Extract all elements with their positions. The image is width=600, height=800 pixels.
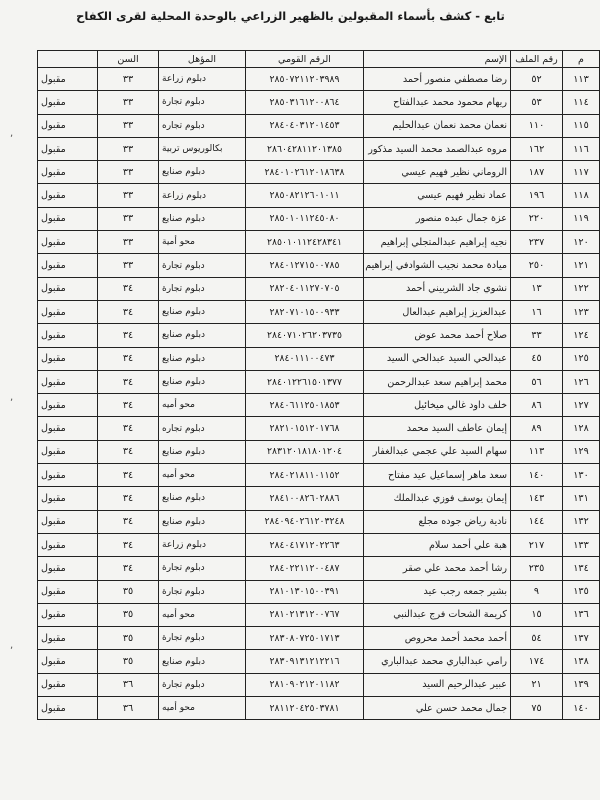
cell-file-number: ٢٥٠: [511, 254, 563, 277]
cell-name: خلف داود غالي ميخائيل: [364, 394, 511, 417]
margin-tick-mark: ,: [10, 640, 14, 651]
cell-name: عبير عبدالرحيم السيد: [364, 673, 511, 696]
cell-age: ٣٤: [98, 324, 159, 347]
cell-qualification: دبلوم صنايع: [159, 510, 246, 533]
cell-name: رامي عبدالباري محمد عبدالباري: [364, 650, 511, 673]
cell-qualification: دبلوم تجارة: [159, 673, 246, 696]
cell-age: ٣٣: [98, 114, 159, 137]
cell-age: ٣٤: [98, 533, 159, 556]
cell-file-number: ٥٤: [511, 627, 563, 650]
cell-national-id: ٢٨١٠٢١٣١٢٠٠٧٦٧: [246, 603, 364, 626]
cell-file-number: ٣٣: [511, 324, 563, 347]
table-row: [38, 347, 600, 370]
cell-serial: ١١٤: [563, 91, 600, 114]
cell-national-id: ٢٨٥٠٨٢١٢٦٠١٠١١: [246, 184, 364, 207]
cell-status: مقبول: [38, 417, 98, 440]
cell-status: مقبول: [38, 533, 98, 556]
cell-file-number: ١٤٠: [511, 464, 563, 487]
cell-serial: ١٢٤: [563, 324, 600, 347]
cell-status: مقبول: [38, 510, 98, 533]
cell-status: مقبول: [38, 300, 98, 323]
header-national-id: الرقم القومي: [246, 51, 364, 68]
cell-status: مقبول: [38, 207, 98, 230]
cell-status: مقبول: [38, 137, 98, 160]
cell-age: ٣٤: [98, 440, 159, 463]
cell-qualification: دبلوم صنايع: [159, 650, 246, 673]
cell-file-number: ١٨٧: [511, 161, 563, 184]
cell-status: مقبول: [38, 277, 98, 300]
cell-status: مقبول: [38, 650, 98, 673]
cell-serial: ١١٦: [563, 137, 600, 160]
cell-file-number: ٤٥: [511, 347, 563, 370]
cell-name: محمد إبراهيم سعد عبدالرحمن: [364, 370, 511, 393]
cell-national-id: ٢٨٥٠١٠١١٢٤٥٠٨٠: [246, 207, 364, 230]
cell-file-number: ٢١: [511, 673, 563, 696]
table-row: [38, 580, 600, 603]
cell-file-number: ١١٠: [511, 114, 563, 137]
cell-age: ٣٣: [98, 231, 159, 254]
cell-file-number: ١٤٣: [511, 487, 563, 510]
cell-serial: ١٣٦: [563, 603, 600, 626]
cell-status: مقبول: [38, 347, 98, 370]
table-row: [38, 673, 600, 696]
cell-status: مقبول: [38, 370, 98, 393]
cell-file-number: ١٧٤: [511, 650, 563, 673]
cell-file-number: ١١٣: [511, 440, 563, 463]
cell-file-number: ٢٢٠: [511, 207, 563, 230]
cell-qualification: دبلوم صنايع: [159, 324, 246, 347]
cell-national-id: ٢٨٤٠٤١٧١٢٠٢٢٦٣: [246, 533, 364, 556]
cell-status: مقبول: [38, 627, 98, 650]
cell-serial: ١٣٩: [563, 673, 600, 696]
cell-qualification: دبلوم صنايع: [159, 370, 246, 393]
cell-status: مقبول: [38, 91, 98, 114]
cell-serial: ١١٣: [563, 68, 600, 91]
cell-name: رضا مصطفي منصور أحمد: [364, 68, 511, 91]
cell-age: ٣٤: [98, 510, 159, 533]
cell-qualification: دبلوم صنايع: [159, 300, 246, 323]
cell-file-number: ١٥: [511, 603, 563, 626]
cell-qualification: محو أميه: [159, 697, 246, 720]
cell-status: مقبول: [38, 580, 98, 603]
cell-age: ٣٣: [98, 254, 159, 277]
cell-name: نادية رياض جوده مجلع: [364, 510, 511, 533]
cell-name: رشا أحمد محمد علي صقر: [364, 557, 511, 580]
cell-name: نعمان محمد نعمان عبدالحليم: [364, 114, 511, 137]
cell-national-id: ٢٨٤٠٦١١٢٥٠١٨٥٣: [246, 394, 364, 417]
cell-national-id: ٢٨١١٢٠٤٢٥٠٣٧٨١: [246, 697, 364, 720]
cell-age: ٣٦: [98, 673, 159, 696]
table-row: [38, 324, 600, 347]
cell-file-number: ٧٥: [511, 697, 563, 720]
table-row: [38, 68, 600, 91]
cell-age: ٣٤: [98, 417, 159, 440]
cell-status: مقبول: [38, 324, 98, 347]
cell-name: إيمان يوسف فوزي عبدالملك: [364, 487, 511, 510]
cell-serial: ١٢٢: [563, 277, 600, 300]
cell-status: مقبول: [38, 557, 98, 580]
cell-age: ٣٤: [98, 394, 159, 417]
cell-national-id: ٢٨٤٠١١١٠٠٤٧٣: [246, 347, 364, 370]
cell-name: عماد نظير فهيم عيسي: [364, 184, 511, 207]
cell-age: ٣٤: [98, 464, 159, 487]
table-row: [38, 277, 600, 300]
cell-age: ٣٣: [98, 91, 159, 114]
cell-national-id: ٢٨٦٠٤٢٨١١٢٠١٣٨٥: [246, 137, 364, 160]
cell-age: ٣٤: [98, 370, 159, 393]
cell-qualification: دبلوم صنايع: [159, 440, 246, 463]
cell-name: كريمة الشحات فرج عبدالنبي: [364, 603, 511, 626]
cell-national-id: ٢٨٤٠٤٠٣١٢٠١٤٥٣: [246, 114, 364, 137]
cell-status: مقبول: [38, 231, 98, 254]
cell-name: هبة علي أحمد سلام: [364, 533, 511, 556]
cell-qualification: دبلوم صنايع: [159, 487, 246, 510]
cell-age: ٣٥: [98, 627, 159, 650]
header-file-number: رقم الملف: [511, 51, 563, 68]
cell-status: مقبول: [38, 440, 98, 463]
cell-national-id: ٢٨٣٠٨٠٧٢٥٠١٧١٣: [246, 627, 364, 650]
cell-name: الروماني نظير فهيم عيسي: [364, 161, 511, 184]
cell-qualification: محو أمية: [159, 231, 246, 254]
cell-status: مقبول: [38, 603, 98, 626]
table-row: [38, 510, 600, 533]
table-row: [38, 161, 600, 184]
cell-national-id: ٢٨٤٠٩٤٠٢٦١٢٠٣٢٤٨: [246, 510, 364, 533]
cell-age: ٣٤: [98, 277, 159, 300]
cell-age: ٣٥: [98, 580, 159, 603]
cell-serial: ١٢٥: [563, 347, 600, 370]
cell-file-number: ١٦٢: [511, 137, 563, 160]
cell-national-id: ٢٨١٠١٣٠١٥٠٠٣٩١: [246, 580, 364, 603]
cell-serial: ١١٩: [563, 207, 600, 230]
cell-file-number: ٨٦: [511, 394, 563, 417]
cell-name: صلاح أحمد محمد عوض: [364, 324, 511, 347]
cell-name: بشير جمعه رجب عيد: [364, 580, 511, 603]
table-row: [38, 603, 600, 626]
cell-status: مقبول: [38, 673, 98, 696]
cell-status: مقبول: [38, 68, 98, 91]
cell-age: ٣٣: [98, 207, 159, 230]
cell-national-id: ٢٨٣١٢٠١٨١٨٠١٢٠٤: [246, 440, 364, 463]
cell-name: ميادة محمد نجيب الشوادفي إبراهيم: [364, 254, 511, 277]
header-status: [38, 51, 98, 68]
cell-national-id: ٢٨٣٠٩١٣١٢١٢٢١٦: [246, 650, 364, 673]
cell-serial: ١٣٧: [563, 627, 600, 650]
cell-national-id: ٢٨٤٠١٢٧١٥٠٠٧٨٥: [246, 254, 364, 277]
cell-serial: ١٣٣: [563, 533, 600, 556]
cell-serial: ١٣٠: [563, 464, 600, 487]
cell-serial: ١٢٣: [563, 300, 600, 323]
cell-serial: ١٣٢: [563, 510, 600, 533]
cell-file-number: ٢١٧: [511, 533, 563, 556]
cell-name: نجيه إبراهيم عبدالمتجلي إبراهيم: [364, 231, 511, 254]
cell-national-id: ٢٨٥٠١٠١١٢٤٢٨٣٤١: [246, 231, 364, 254]
page-title: تابع - كشف بأسماء المقبولين بالظهير الزراعي بالوحدة المحلية لقرى الكفاح: [76, 9, 505, 23]
cell-file-number: ١٩٦: [511, 184, 563, 207]
cell-status: مقبول: [38, 697, 98, 720]
cell-name: أحمد محمد أحمد محروص: [364, 627, 511, 650]
table-row: [38, 370, 600, 393]
cell-name: عبدالحي السيد عبدالحي السيد: [364, 347, 511, 370]
cell-serial: ١٢٠: [563, 231, 600, 254]
cell-national-id: ٢٨٢٠٧١٠١٥٠٠٩٣٣: [246, 300, 364, 323]
table-row: [38, 184, 600, 207]
cell-national-id: ٢٨٤٠٢٢١١٢٠٠٤٨٧: [246, 557, 364, 580]
cell-name: جمال محمد حسن علي: [364, 697, 511, 720]
cell-file-number: ١٤٤: [511, 510, 563, 533]
cell-national-id: ٢٨٤٠٧١٠٢٦٢٠٣٧٣٥: [246, 324, 364, 347]
table-row: [38, 91, 600, 114]
cell-name: عبدالعزيز إبراهيم عبدالعال: [364, 300, 511, 323]
table-row: [38, 207, 600, 230]
cell-name: إيمان عاطف السيد محمد: [364, 417, 511, 440]
cell-qualification: دبلوم صنايع: [159, 161, 246, 184]
cell-serial: ١١٧: [563, 161, 600, 184]
cell-file-number: ٨٩: [511, 417, 563, 440]
table-row: [38, 650, 600, 673]
cell-national-id: ٢٨٢٠٤٠١١٢٧٠٧٠٥: [246, 277, 364, 300]
cell-serial: ١٢٨: [563, 417, 600, 440]
cell-status: مقبول: [38, 487, 98, 510]
table-header-row: [38, 51, 600, 68]
cell-status: مقبول: [38, 394, 98, 417]
cell-age: ٣٤: [98, 557, 159, 580]
accepted-applicants-table: [37, 50, 600, 720]
cell-name: سهام السيد علي عجمي عبدالغفار: [364, 440, 511, 463]
table-row: [38, 697, 600, 720]
cell-file-number: ١٣: [511, 277, 563, 300]
table-row: [38, 533, 600, 556]
cell-serial: ١٤٠: [563, 697, 600, 720]
cell-national-id: ٢٨١٠٩٠٢١٢٠١١٨٢: [246, 673, 364, 696]
margin-tick-mark: ,: [10, 128, 14, 139]
cell-qualification: محو أميه: [159, 603, 246, 626]
cell-qualification: بكالوريوس تربية: [159, 137, 246, 160]
cell-national-id: ٢٨٤١٠٠٨٢٦٠٢٨٨٦: [246, 487, 364, 510]
cell-qualification: دبلوم تجارة: [159, 580, 246, 603]
cell-file-number: ٥٢: [511, 68, 563, 91]
cell-name: نشوي جاد الشربيني أحمد: [364, 277, 511, 300]
cell-qualification: دبلوم تجارة: [159, 277, 246, 300]
table-row: [38, 254, 600, 277]
cell-age: ٣٣: [98, 68, 159, 91]
cell-serial: ١٢٧: [563, 394, 600, 417]
cell-qualification: دبلوم تجاره: [159, 114, 246, 137]
cell-national-id: ٢٨٥٠٧٢١١٢٠٣٩٨٩: [246, 68, 364, 91]
cell-qualification: دبلوم تجارة: [159, 254, 246, 277]
table-row: [38, 417, 600, 440]
cell-name: ريهام محمود محمد عبدالفتاح: [364, 91, 511, 114]
cell-qualification: دبلوم تجارة: [159, 557, 246, 580]
cell-serial: ١٣٥: [563, 580, 600, 603]
table-row: [38, 627, 600, 650]
cell-qualification: محو أميه: [159, 464, 246, 487]
table-row: [38, 231, 600, 254]
cell-qualification: دبلوم تجارة: [159, 627, 246, 650]
cell-qualification: دبلوم زراعة: [159, 533, 246, 556]
cell-age: ٣٣: [98, 137, 159, 160]
cell-age: ٣٤: [98, 487, 159, 510]
cell-age: ٣٥: [98, 650, 159, 673]
margin-tick-mark: ,: [10, 392, 14, 403]
cell-file-number: ١٦: [511, 300, 563, 323]
cell-file-number: ٢٣٥: [511, 557, 563, 580]
cell-serial: ١٣٨: [563, 650, 600, 673]
cell-serial: ١٢٦: [563, 370, 600, 393]
table-row: [38, 440, 600, 463]
cell-serial: ١٣١: [563, 487, 600, 510]
header-serial: م: [563, 51, 600, 68]
cell-age: ٣٤: [98, 347, 159, 370]
cell-serial: ١٢١: [563, 254, 600, 277]
cell-qualification: دبلوم زراعة: [159, 68, 246, 91]
cell-age: ٣٣: [98, 184, 159, 207]
cell-status: مقبول: [38, 464, 98, 487]
cell-status: مقبول: [38, 114, 98, 137]
header-name: الإسم: [364, 51, 511, 68]
table-row: [38, 557, 600, 580]
cell-qualification: محو أميه: [159, 394, 246, 417]
cell-serial: ١١٥: [563, 114, 600, 137]
cell-qualification: دبلوم زراعة: [159, 184, 246, 207]
cell-national-id: ٢٨٤٠١٢٢٦١٥٠١٣٧٧: [246, 370, 364, 393]
table-row: [38, 300, 600, 323]
table-row: [38, 464, 600, 487]
cell-serial: ١٣٤: [563, 557, 600, 580]
cell-file-number: ٢٣٧: [511, 231, 563, 254]
cell-national-id: ٢٨٥٠٣١٦١٢٠٠٨٦٤: [246, 91, 364, 114]
cell-status: مقبول: [38, 184, 98, 207]
cell-serial: ١٢٩: [563, 440, 600, 463]
cell-file-number: ٩: [511, 580, 563, 603]
header-age: السن: [98, 51, 159, 68]
cell-serial: ١١٨: [563, 184, 600, 207]
cell-qualification: دبلوم صنايع: [159, 347, 246, 370]
cell-age: ٣٤: [98, 300, 159, 323]
cell-national-id: ٢٨٢١٠١٥١٢٠١٧٦٨: [246, 417, 364, 440]
cell-national-id: ٢٨٤٠١٠٢٦١٢٠١٨٦٣٨: [246, 161, 364, 184]
cell-age: ٣٣: [98, 161, 159, 184]
cell-name: مروه عبدالصمد محمد السيد مذكور: [364, 137, 511, 160]
cell-name: سعد ماهر إسماعيل عيد مفتاح: [364, 464, 511, 487]
cell-name: عزة جمال عبده منصور: [364, 207, 511, 230]
cell-status: مقبول: [38, 254, 98, 277]
table-row: [38, 114, 600, 137]
cell-status: مقبول: [38, 161, 98, 184]
table-row: [38, 137, 600, 160]
header-qualification: المؤهل: [159, 51, 246, 68]
cell-file-number: ٥٦: [511, 370, 563, 393]
cell-qualification: دبلوم صنايع: [159, 207, 246, 230]
cell-age: ٣٦: [98, 697, 159, 720]
cell-file-number: ٥٣: [511, 91, 563, 114]
cell-national-id: ٢٨٤٠٢١٨١١٠١١٥٢: [246, 464, 364, 487]
cell-qualification: دبلوم تجاره: [159, 417, 246, 440]
cell-age: ٣٥: [98, 603, 159, 626]
table-row: [38, 487, 600, 510]
cell-qualification: دبلوم تجارة: [159, 91, 246, 114]
table-row: [38, 394, 600, 417]
